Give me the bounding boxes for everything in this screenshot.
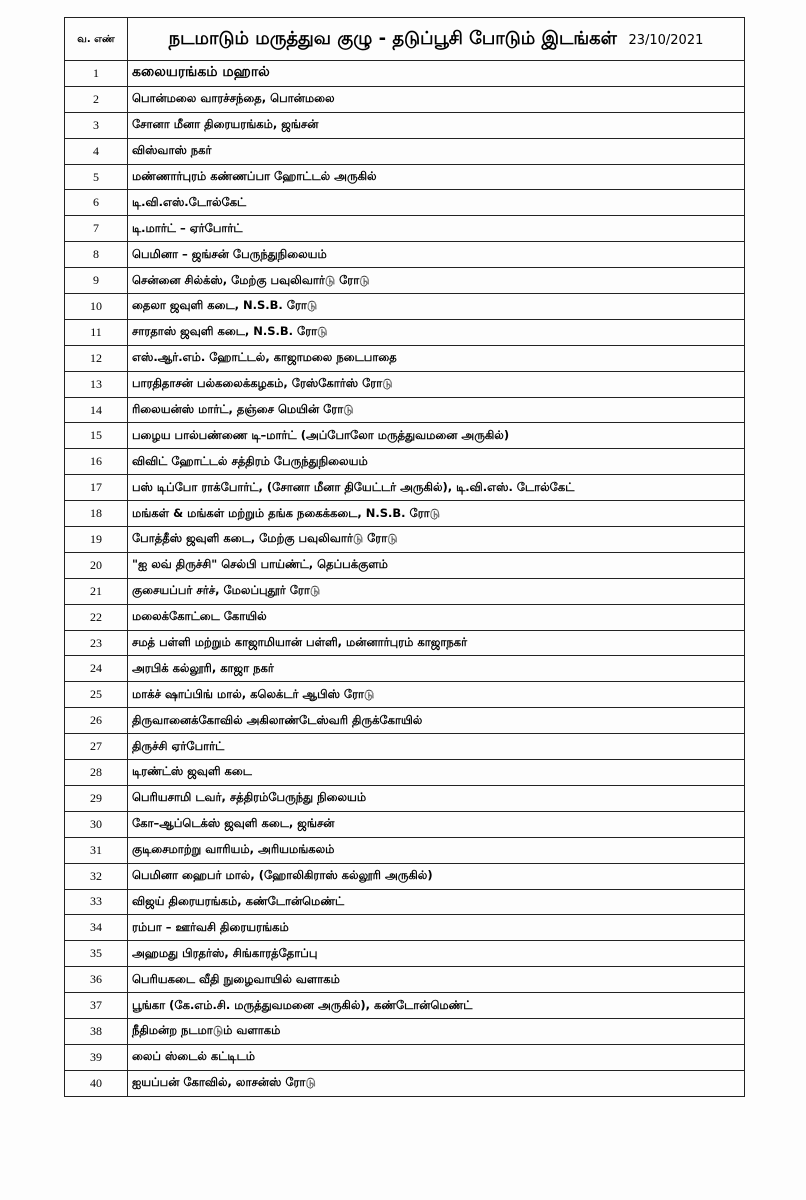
serial-number-cell: 9 [65,268,128,294]
serial-number-cell: 8 [65,242,128,268]
location-name-cell: குசையப்பர் சர்ச், மேலப்புதூர் ரோடு [128,578,745,604]
location-name-cell: தைலா ஜவுளி கடை, N.S.B. ரோடு [128,294,745,320]
table-row [65,138,745,164]
location-name-cell: பெமினா – ஜங்சன் பேருந்துநிலையம் [128,242,745,268]
table-body [65,61,745,1097]
location-name-cell: டி.வி.எஸ்.டோல்கேட் [128,190,745,216]
location-name-cell: ரிலையன்ஸ் மார்ட், தஞ்சை மெயின் ரோடு [128,397,745,423]
location-name-cell: ஐயப்பன் கோவில், லாசன்ஸ் ரோடு [128,1070,745,1096]
table-row [65,889,745,915]
table-row [65,837,745,863]
table-row [65,863,745,889]
table-row [65,345,745,371]
location-name-cell: அஹமது பிரதர்ஸ், சிங்காரத்தோப்பு [128,941,745,967]
serial-number-cell: 10 [65,294,128,320]
document-title: நடமாடும் மருத்துவ குழு - தடுப்பூசி போடும் இடங்கள் [168,27,617,49]
vaccination-locations-table [64,17,745,1097]
serial-number-cell: 27 [65,734,128,760]
serial-number-cell: 30 [65,811,128,837]
location-name-cell: பஸ் டிப்போ ராக்போர்ட், (சோனா மீனா தியேட்டர் அருகில்), டி.வி.எஸ். டோல்கேட் [128,475,745,501]
location-name-cell: சமத் பள்ளி மற்றும் காஜாமியான் பள்ளி, மன்னார்புரம் காஜாநகர் [128,630,745,656]
serial-number-cell: 29 [65,785,128,811]
serial-number-cell: 23 [65,630,128,656]
table-row [65,61,745,87]
table-row [65,552,745,578]
serial-number-cell: 18 [65,501,128,527]
table-row [65,190,745,216]
serial-number-cell: 13 [65,371,128,397]
table-row [65,993,745,1019]
table-row [65,682,745,708]
serial-number-cell: 32 [65,863,128,889]
table-row [65,319,745,345]
table-row [65,734,745,760]
serial-number-cell: 34 [65,915,128,941]
table-row [65,1070,745,1096]
serial-number-cell: 31 [65,837,128,863]
location-name-cell: மாக்ச் ஷாப்பிங் மால், கலெக்டர் ஆபிஸ் ரோடு [128,682,745,708]
location-name-cell: எஸ்.ஆர்.எம். ஹோட்டல், காஜாமலை நடைபாதை [128,345,745,371]
location-name-cell: சாரதாஸ் ஜவுளி கடை, N.S.B. ரோடு [128,319,745,345]
serial-number-cell: 35 [65,941,128,967]
location-name-cell: மலைக்கோட்டை கோயில் [128,604,745,630]
location-name-cell: விஸ்வாஸ் நகர் [128,138,745,164]
serial-number-cell: 26 [65,708,128,734]
serial-number-cell: 28 [65,760,128,786]
location-name-cell: டிரண்ட்ஸ் ஜவுளி கடை [128,760,745,786]
location-name-cell: பெமினா ஹைபர் மால், (ஹோலிகிராஸ் கல்லூரி அருகில்) [128,863,745,889]
serial-number-cell: 22 [65,604,128,630]
serial-number-cell: 15 [65,423,128,449]
location-name-cell: பாரதிதாசன் பல்கலைக்கழகம், ரேஸ்கோர்ஸ் ரோடு [128,371,745,397]
table-row [65,578,745,604]
serial-number-cell: 19 [65,527,128,553]
location-name-cell: மங்கள் & மங்கள் மற்றும் தங்க நகைக்கடை, N.S.B. ரோடு [128,501,745,527]
serial-number-cell: 36 [65,967,128,993]
table-row [65,371,745,397]
location-name-cell: போத்தீஸ் ஜவுளி கடை, மேற்கு பவுலிவார்டு ரோடு [128,527,745,553]
table-row [65,708,745,734]
serial-number-cell: 20 [65,552,128,578]
table-row [65,294,745,320]
table-row [65,242,745,268]
serial-number-cell: 21 [65,578,128,604]
location-name-cell: சோனா மீனா திரையரங்கம், ஜங்சன் [128,112,745,138]
serial-number-header: வ. எண் [65,18,128,61]
serial-number-cell: 5 [65,164,128,190]
location-name-cell: பெரியசாமி டவர், சத்திரம்பேருந்து நிலையம் [128,785,745,811]
serial-number-cell: 25 [65,682,128,708]
location-name-cell: திருச்சி ஏர்போர்ட் [128,734,745,760]
serial-number-cell: 37 [65,993,128,1019]
location-name-cell: ரம்பா – ஊர்வசி திரையரங்கம் [128,915,745,941]
location-name-cell: பெரியகடை வீதி நுழைவாயில் வளாகம் [128,967,745,993]
location-name-cell: கோ–ஆப்டெக்ஸ் ஜவுளி கடை, ஜங்சன் [128,811,745,837]
table-row [65,268,745,294]
table-row [65,397,745,423]
serial-number-cell: 1 [65,61,128,87]
location-name-cell: விஜய் திரையரங்கம், கண்டோன்மெண்ட் [128,889,745,915]
serial-number-cell: 14 [65,397,128,423]
table-row [65,1044,745,1070]
location-name-cell: திருவானைக்கோவில் அகிலாண்டேஸ்வரி திருக்கோயில் [128,708,745,734]
table-row [65,449,745,475]
serial-number-cell: 4 [65,138,128,164]
location-name-cell: சென்னை சில்க்ஸ், மேற்கு பவுலிவார்டு ரோடு [128,268,745,294]
table-row [65,967,745,993]
table-row [65,656,745,682]
table-row [65,604,745,630]
serial-number-cell: 3 [65,112,128,138]
table-row [65,164,745,190]
table-row [65,785,745,811]
location-name-cell: லைப் ஸ்டைல் கட்டிடம் [128,1044,745,1070]
document-title-cell [128,18,745,61]
table-row [65,630,745,656]
location-name-cell: டி.மார்ட் – ஏர்போர்ட் [128,216,745,242]
table-row [65,501,745,527]
serial-number-cell: 6 [65,190,128,216]
location-name-cell: நீதிமன்ற நடமாடும் வளாகம் [128,1018,745,1044]
location-name-cell: விவிட் ஹோட்டல் சத்திரம் பேருந்துநிலையம் [128,449,745,475]
serial-number-cell: 39 [65,1044,128,1070]
table-row [65,941,745,967]
table-row [65,86,745,112]
serial-number-cell: 11 [65,319,128,345]
table-row [65,1018,745,1044]
location-name-cell: கலையரங்கம் மஹால் [128,61,745,87]
serial-number-cell: 2 [65,86,128,112]
serial-number-cell: 38 [65,1018,128,1044]
table-row [65,811,745,837]
serial-number-cell: 40 [65,1070,128,1096]
table-row [65,423,745,449]
serial-number-cell: 24 [65,656,128,682]
location-name-cell: பூங்கா (கே.எம்.சி. மருத்துவமனை அருகில்), கண்டோன்மெண்ட் [128,993,745,1019]
serial-number-cell: 17 [65,475,128,501]
table-row [65,112,745,138]
location-name-cell: அரபிக் கல்லூரி, காஜா நகர் [128,656,745,682]
location-name-cell: "ஐ லவ் திருச்சி" செல்பி பாய்ண்ட், தெப்பக்குளம் [128,552,745,578]
location-name-cell: குடிசைமாற்று வாரியம், அரியமங்கலம் [128,837,745,863]
table-row [65,527,745,553]
serial-number-cell: 16 [65,449,128,475]
table-row [65,475,745,501]
location-name-cell: பழைய பால்பண்ணை டி–மார்ட் (அப்போலோ மருத்துவமனை அருகில்) [128,423,745,449]
serial-number-cell: 7 [65,216,128,242]
table-row [65,915,745,941]
table-row [65,216,745,242]
table-row [65,760,745,786]
serial-number-cell: 33 [65,889,128,915]
serial-number-cell: 12 [65,345,128,371]
location-name-cell: பொன்மலை வாரச்சந்தை, பொன்மலை [128,86,745,112]
location-name-cell: மண்ணார்புரம் கண்ணப்பா ஹோட்டல் அருகில் [128,164,745,190]
document-date: 23/10/2021 [628,32,704,48]
table-header-row [65,18,745,61]
